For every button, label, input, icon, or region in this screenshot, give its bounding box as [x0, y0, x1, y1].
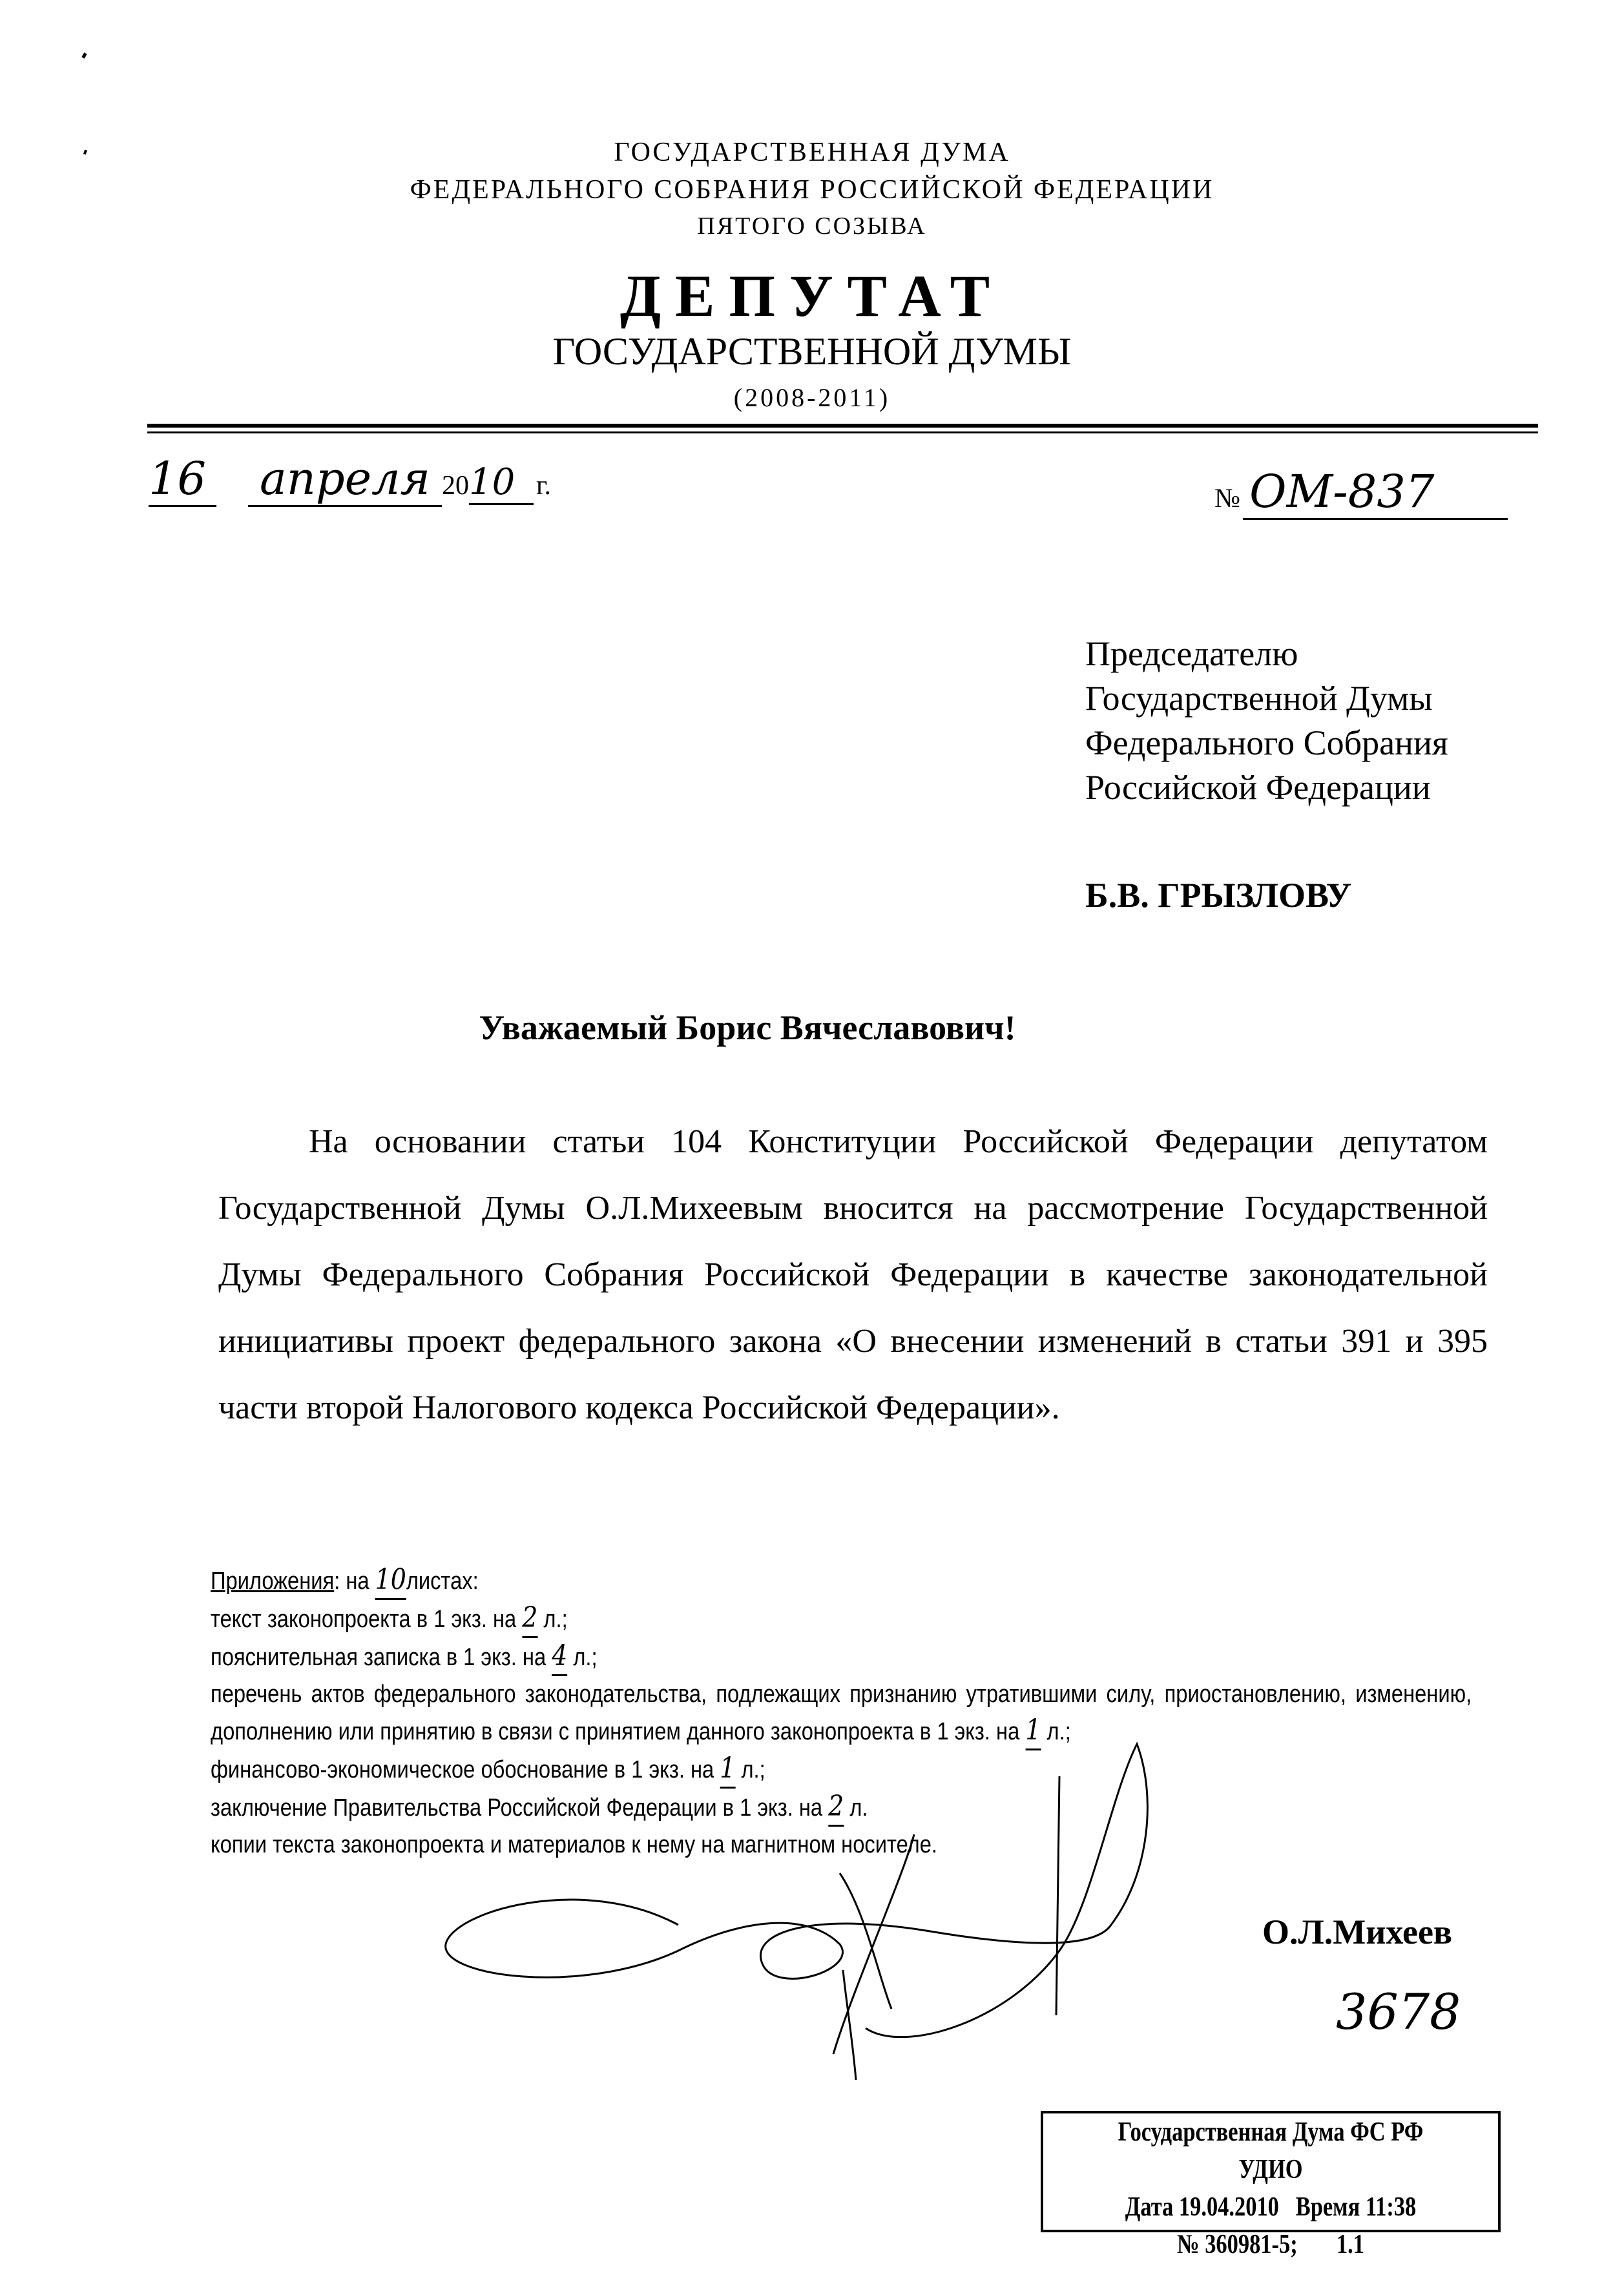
number-label: № — [1214, 484, 1241, 514]
date-year-suffix: 10 — [469, 461, 534, 505]
date-month: апреля — [248, 452, 442, 507]
stamp-line2: Дата 19.04.2010 Время 11:38 — [1125, 2192, 1417, 2222]
attachment-item: копии текста законопроекта и материалов к нему на магнитном носителе. — [211, 1831, 938, 1858]
stamp-line1: Государственная Дума ФС РФ УДИО — [1118, 2117, 1424, 2185]
addressee-line: Федерального Собрания — [1085, 723, 1448, 762]
attachments-label: Приложения — [211, 1568, 335, 1595]
letterhead-term: (2008-2011) — [733, 383, 891, 412]
addressee-name: Б.В. ГРЫЗЛОВУ — [1085, 876, 1352, 915]
number-value: ОМ-837 — [1243, 465, 1508, 520]
letterhead-line1: ГОСУДАРСТВЕННАЯ ДУМА — [614, 138, 1010, 167]
letterhead-subtitle: ГОСУДАРСТВЕННОЙ ДУМЫ — [552, 330, 1072, 373]
stamp-line3: № 360981-5; 1.1 — [1176, 2230, 1365, 2259]
signer-name: О.Л.Михеев — [1262, 1913, 1453, 1951]
addressee-line: Государственной Думы — [1085, 679, 1433, 718]
salutation: Уважаемый Борис Вячеславович! — [479, 1008, 1016, 1047]
letterhead-title: ДЕПУТАТ — [619, 263, 1005, 329]
attachment-item: заключение Правительства Российской Федерации в 1 экз. на 2 л. — [211, 1789, 1300, 1827]
attachment-item: пояснительная записка в 1 экз. на 4 л.; — [211, 1638, 1300, 1676]
addressee-line: Председателю — [1085, 634, 1298, 673]
attachments-count: 10 — [375, 1562, 406, 1600]
letterhead-line2: ФЕДЕРАЛЬНОГО СОБРАНИЯ РОССИЙСКОЙ ФЕДЕРАЦИИ — [410, 175, 1214, 205]
handwritten-number: 3678 — [1336, 1983, 1461, 2040]
letterhead-line3: ПЯТОГО СОЗЫВА — [697, 213, 927, 240]
attachment-item: финансово-экономическое обоснование в 1 экз. на 1 л.; — [211, 1750, 1300, 1789]
attachments-intro: : на — [334, 1568, 375, 1595]
body-paragraph: На основании статьи 104 Конституции Российской Федерации депутатом Государственной Думы О.Л.Михеевым вносится на рассмотрение Государственной Думы Федерального Собрания Российской Федерации в качестве законодательной инициативы проект федерального закона «О внесении изменений в статьи 391 и 395 части второй Налогового кодекса Российской Федерации». — [218, 1123, 1488, 1426]
registration-stamp — [1041, 2111, 1501, 2259]
attachment-item: перечень актов федерального законодательства, подлежащих признанию утратившими силу, приостановлению, изменению, дополнению или принятию в связи с принятием данного законопроекта в 1 экз. на 1 л.; — [211, 1676, 1472, 1750]
date-suffix: г. — [536, 471, 551, 501]
addressee-line: Российской Федерации — [1085, 768, 1431, 807]
attachment-item: текст законопроекта в 1 экз. на 2 л.; — [211, 1600, 1300, 1638]
attachments-intro-post: листах: — [406, 1568, 479, 1595]
date-day: 16 — [149, 452, 216, 507]
date-year-prefix: 20 — [442, 471, 469, 501]
